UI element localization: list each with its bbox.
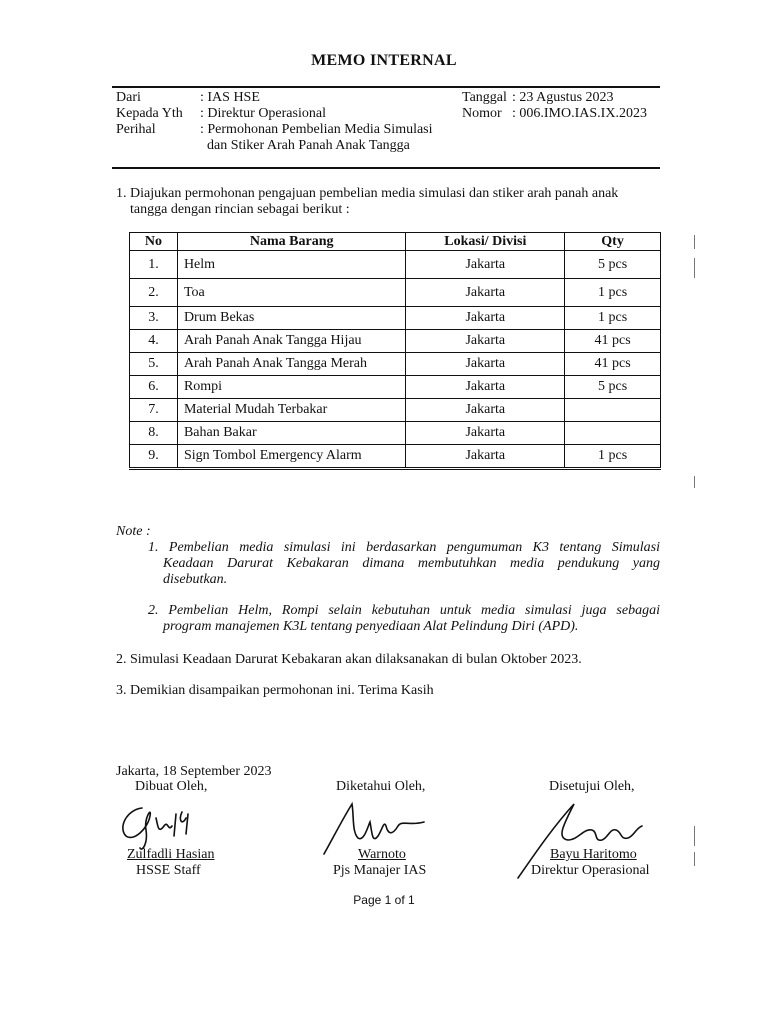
scan-edge-mark [694, 826, 695, 846]
table-row [130, 376, 661, 399]
row-qty [565, 399, 661, 422]
items-table [129, 232, 661, 470]
row-location: Jakarta [406, 307, 565, 330]
row-location: Jakarta [406, 330, 565, 353]
memo-title: MEMO INTERNAL [311, 52, 457, 69]
point3: 3. Demikian disampaikan permohonan ini. Terima Kasih [116, 683, 434, 698]
row-item: Material Mudah Terbakar [177, 399, 406, 422]
row-no: 6. [130, 376, 178, 399]
row-no: 2. [130, 279, 178, 307]
point2: 2. Simulasi Keadaan Darurat Kebakaran akan dilaksanakan di bulan Oktober 2023. [116, 652, 582, 667]
note2-line1: 2. Pembelian Helm, Rompi selain kebutuhan untuk media simulasi juga sebagai [148, 603, 660, 618]
row-item: Rompi [177, 376, 406, 399]
approved-by-role: Direktur Operasional [531, 863, 650, 878]
date-label: Tanggal [462, 90, 507, 105]
table-row [130, 251, 661, 279]
row-item: Arah Panah Anak Tangga Hijau [177, 330, 406, 353]
col-header-no: No [130, 233, 178, 251]
number-label: Nomor [462, 106, 502, 121]
row-qty [565, 422, 661, 445]
row-no: 4. [130, 330, 178, 353]
col-header-location: Lokasi/ Divisi [406, 233, 565, 251]
header-bottom-rule [112, 167, 660, 169]
row-no: 8. [130, 422, 178, 445]
row-qty: 5 pcs [565, 251, 661, 279]
row-qty: 1 pcs [565, 307, 661, 330]
table-row [130, 330, 661, 353]
table-row [130, 279, 661, 307]
row-qty: 1 pcs [565, 445, 661, 469]
row-location: Jakarta [406, 279, 565, 307]
known-by-name: Warnoto [358, 847, 406, 862]
row-location: Jakarta [406, 376, 565, 399]
made-by-role: HSSE Staff [136, 863, 201, 878]
to-value: : Direktur Operasional [200, 106, 326, 121]
row-item: Toa [177, 279, 406, 307]
page-footer: Page 1 of 1 [353, 893, 415, 907]
row-location: Jakarta [406, 422, 565, 445]
note1-line3: disebutkan. [163, 572, 228, 587]
row-location: Jakarta [406, 353, 565, 376]
approved-by-name: Bayu Haritomo [550, 847, 637, 862]
table-header-row [130, 233, 661, 251]
col-header-qty: Qty [565, 233, 661, 251]
approved-by-label: Disetujui Oleh, [549, 779, 635, 794]
row-location: Jakarta [406, 251, 565, 279]
table-row [130, 353, 661, 376]
note1-line1: 1. Pembelian media simulasi ini berdasarkan pengumuman K3 tentang Simulasi [148, 540, 660, 555]
row-location: Jakarta [406, 445, 565, 469]
scan-edge-mark [694, 258, 695, 278]
row-no: 5. [130, 353, 178, 376]
row-location: Jakarta [406, 399, 565, 422]
made-by-name: Zulfadli Hasian [127, 847, 215, 862]
subject-value-line2: dan Stiker Arah Panah Anak Tangga [207, 138, 410, 153]
row-no: 7. [130, 399, 178, 422]
table-row [130, 422, 661, 445]
row-item: Bahan Bakar [177, 422, 406, 445]
table-row [130, 445, 661, 469]
table-row [130, 399, 661, 422]
scan-edge-mark [694, 476, 695, 488]
row-no: 3. [130, 307, 178, 330]
number-value: : 006.IMO.IAS.IX.2023 [512, 106, 647, 121]
row-item: Helm [177, 251, 406, 279]
row-item: Arah Panah Anak Tangga Merah [177, 353, 406, 376]
note2-line2: program manajemen K3L tentang penyediaan Alat Pelindung Diri (APD). [163, 619, 579, 634]
row-no: 1. [130, 251, 178, 279]
col-header-item: Nama Barang [177, 233, 406, 251]
row-qty: 5 pcs [565, 376, 661, 399]
known-by-role: Pjs Manajer IAS [333, 863, 427, 878]
row-no: 9. [130, 445, 178, 469]
subject-value-line1: : Permohonan Pembelian Media Simulasi [200, 122, 433, 137]
scan-edge-mark [694, 235, 695, 249]
to-label: Kepada Yth [116, 106, 183, 121]
row-qty: 41 pcs [565, 353, 661, 376]
place-date: Jakarta, 18 September 2023 [116, 764, 272, 779]
point1-line1: 1. Diajukan permohonan pengajuan pembelian media simulasi dan stiker arah panah anak [116, 186, 619, 201]
row-item: Drum Bekas [177, 307, 406, 330]
from-value: : IAS HSE [200, 90, 260, 105]
subject-label: Perihal [116, 122, 156, 137]
row-qty: 41 pcs [565, 330, 661, 353]
known-by-label: Diketahui Oleh, [336, 779, 426, 794]
note1-line2: Keadaan Darurat Kebakaran dimana membutuhkan media pendukung yang [163, 556, 660, 571]
from-label: Dari [116, 90, 141, 105]
row-qty: 1 pcs [565, 279, 661, 307]
scan-edge-mark [694, 852, 695, 866]
header-top-rule [112, 86, 660, 88]
made-by-label: Dibuat Oleh, [135, 779, 208, 794]
date-value: : 23 Agustus 2023 [512, 90, 614, 105]
note-label: Note : [116, 524, 151, 539]
row-item: Sign Tombol Emergency Alarm [177, 445, 406, 469]
table-row [130, 307, 661, 330]
point1-line2: tangga dengan rincian sebagai berikut : [130, 202, 350, 217]
